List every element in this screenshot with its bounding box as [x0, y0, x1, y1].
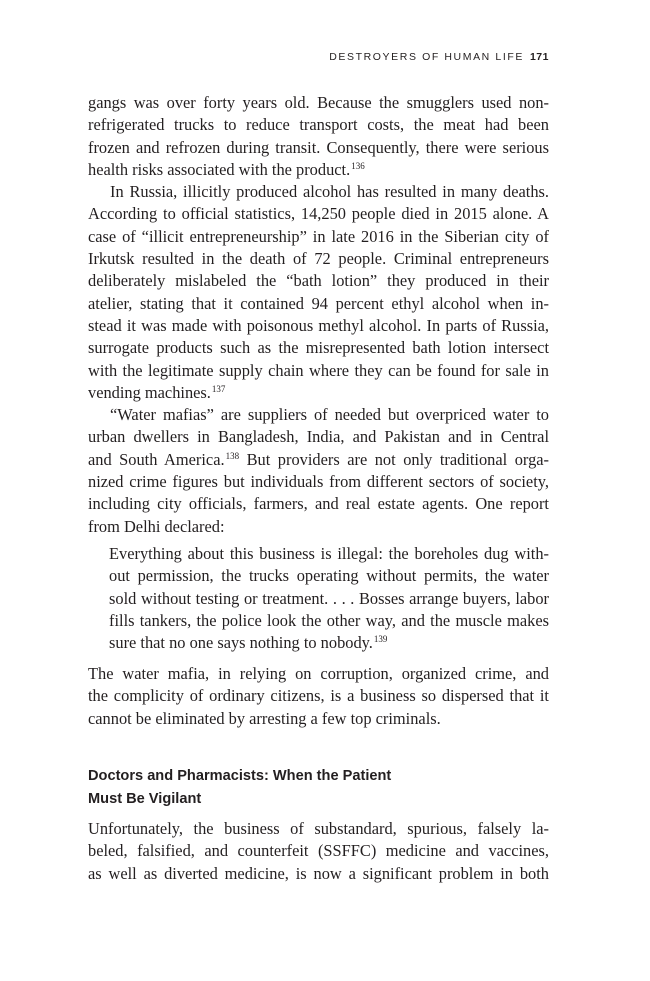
text-line: including city officials, farmers, and real estate agents. One report	[88, 494, 549, 514]
text-line: Unfortunately, the business of substandard, spurious, falsely la-	[88, 819, 549, 838]
running-head-title: DESTROYERS OF HUMAN LIFE	[329, 51, 524, 63]
text-line: According to official statistics, 14,250 people died in 2015 alone. A	[88, 204, 549, 224]
block-quote	[109, 543, 549, 654]
footnote-ref: 139	[373, 634, 388, 645]
section-heading	[88, 765, 549, 810]
text-line-content: vending machines.	[88, 382, 211, 402]
text-line-content: health risks associated with the product.	[88, 159, 351, 179]
text-line: the complicity of ordinary citizens, is a business so dispersed that it	[88, 686, 549, 706]
paragraph-final	[88, 818, 549, 885]
text-line: frozen and refrozen during transit. Consequently, there were serious	[88, 137, 549, 157]
running-head	[88, 51, 549, 63]
quote-line: sold without testing or treatment. . . . Bosses arrange buyers, labor	[109, 588, 549, 608]
quote-line: fills tankers, the police look the other way, and the muscle makes	[109, 610, 549, 630]
footnote-ref: 136	[351, 160, 365, 171]
text-line: nized crime figures but individuals from different sectors of society,	[88, 472, 549, 492]
text-line: urban dwellers in Bangladesh, India, and Pakistan and in Central	[88, 427, 549, 447]
text-line: from Delhi declared:	[88, 516, 225, 536]
quote-line	[109, 632, 549, 654]
text-line: atelier, stating that it contained 94 percent ethyl alcohol when in-	[88, 293, 549, 313]
text-line: stead it was made with poisonous methyl alcohol. In parts of Russia,	[88, 315, 549, 335]
text-line: surrogate products such as the misrepresented bath lotion intersect	[88, 338, 549, 358]
quote-line: out permission, the trucks operating without permits, the water	[109, 566, 549, 586]
text-line: with the legitimate supply chain where they can be found for sale in	[88, 360, 549, 380]
text-line: refrigerated trucks to reduce transport costs, the meat had been	[88, 115, 549, 135]
footnote-ref: 138	[225, 450, 240, 461]
paragraph-after-quote	[88, 663, 549, 730]
text-line	[88, 449, 549, 471]
text-line: deliberately mislabeled the “bath lotion” they produced in their	[88, 271, 549, 291]
text-line: “Water mafias” are suppliers of needed but overpriced water to	[110, 405, 549, 425]
quote-line: Everything about this business is illegal: the boreholes dug with-	[109, 544, 549, 563]
text-line-content: sure that no one says nothing to nobody.	[109, 633, 373, 653]
paragraph-continued	[88, 92, 549, 538]
text-line-content: and South America.	[88, 449, 225, 469]
page-number: 171	[529, 51, 549, 63]
text-line	[88, 382, 549, 404]
text-line: beled, falsified, and counterfeit (SSFFC) medicine and vaccines,	[88, 841, 549, 861]
section-heading-line: Doctors and Pharmacists: When the Patient	[88, 768, 392, 784]
text-line: The water mafia, in relying on corruption, organized crime, and	[88, 664, 549, 683]
text-line: Irkutsk resulted in the death of 72 people. Criminal entrepreneurs	[88, 249, 549, 269]
text-line: cannot be eliminated by arresting a few top criminals.	[88, 708, 441, 728]
text-line	[88, 159, 549, 181]
text-line-content: But providers are not only traditional orga-	[239, 449, 550, 469]
text-line: case of “illicit entrepreneurship” in late 2016 in the Siberian city of	[88, 226, 549, 246]
text-line: In Russia, illicitly produced alcohol has resulted in many deaths.	[110, 182, 549, 202]
text-line: gangs was over forty years old. Because the smugglers used non-	[88, 93, 549, 112]
footnote-ref: 137	[211, 383, 226, 394]
text-line: as well as diverted medicine, is now a significant problem in both	[88, 863, 549, 883]
section-heading-line: Must Be Vigilant	[88, 790, 202, 807]
